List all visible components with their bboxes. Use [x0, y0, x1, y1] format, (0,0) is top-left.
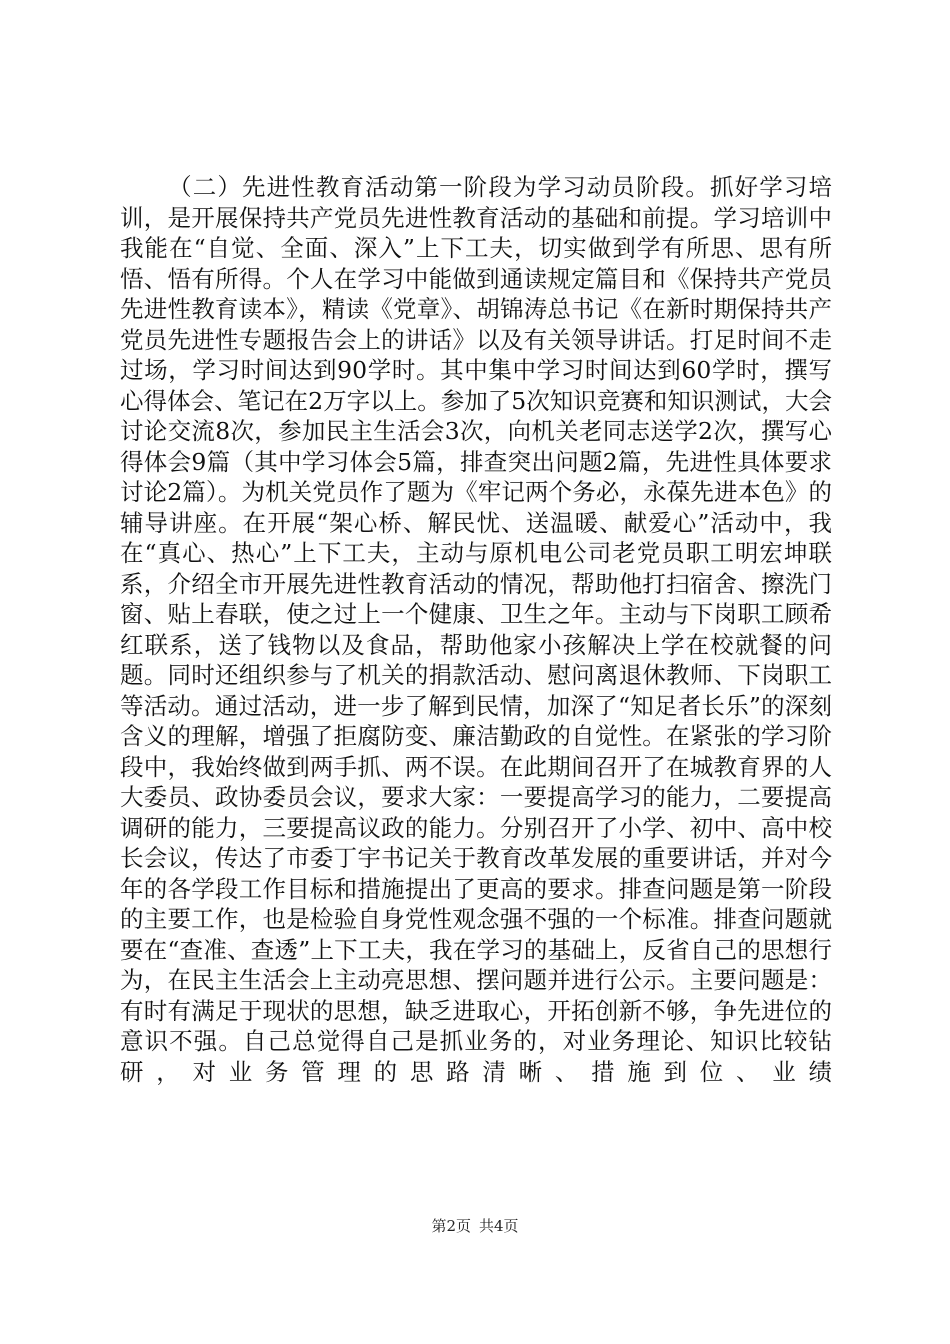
page-footer [0, 1215, 950, 1236]
page-number-total: 共4页 [479, 1217, 519, 1235]
body-paragraph-text: （二）先进性教育活动第一阶段为学习动员阶段。抓好学习培训，是开展保持共产党员先进性教育活动的基础和前提。学习培训中我能在“自觉、全面、深入”上下工夫，切实做到学有所思、思有所悟、悟有所得。个人在学习中能做到通读规定篇目和《保持共产党员先进性教育读本》，精读《党章》、胡锦涛总书记《在新时期保持共产党员先进性专题报告会上的讲话》以及有关领导讲话。打足时间不走过场，学习时间达到90学时。其中集中学习时间达到60学时，撰写心得体会、笔记在2万字以上。参加了5次知识竞赛和知识测试，大会讨论交流8次，参加民主生活会3次，向机关老同志送学2次，撰写心得体会9篇（其中学习体会5篇，排查突出问题2篇，先进性具体要求讨论2篇）。为机关党员作了题为《牢记两个务必，永葆先进本色》的辅导讲座。在开展“架心桥、解民忧、送温暖、献爱心”活动中，我在“真心、热心”上下工夫，主动与原机电公司老党员职工明宏坤联系，介绍全市开展先进性教育活动的情况，帮助他打扫宿舍、擦洗门窗、贴上春联，使之过上一个健康、卫生之年。主动与下岗职工顾希红联系，送了钱物以及食品，帮助他家小孩解决上学在校就餐的问题。同时还组织参与了机关的捐款活动、慰问离退休教师、下岗职工等活动。通过活动，进一步了解到民情，加深了“知足者长乐”的深刻含义的理解，增强了拒腐防变、廉洁勤政的自觉性。在紧张的学习阶段中，我始终做到两手抓、两不误。在此期间召开了在城教育界的人大委员、政协委员会议，要求大家：一要提高学习的能力，二要提高调研的能力，三要提高议政的能力。分别召开了小学、初中、高中校长会议，传达了市委丁宇书记关于教育改革发展的重要讲话，并对今年的各学段工作目标和措施提出了更高的要求。排查问题是第一阶段的主要工作，也是检验自身党性观念强不强的一个标准。排查问题就要在“查准、查透”上下工夫，我在学习的基础上，反省自己的思想行为，在民主生活会上主动亮思想、摆问题并进行公示。主要问题是：有时有满足于现状的思想，缺乏进取心，开拓创新不够，争先进位的意识不强。自己总觉得自己是抓业务的，对业务理论、知识比较钻研，对业务管理的思路清晰、措施到位、业绩 [120, 173, 832, 1086]
body-paragraph [120, 172, 832, 1087]
page-number-current: 第2页 [431, 1217, 471, 1235]
